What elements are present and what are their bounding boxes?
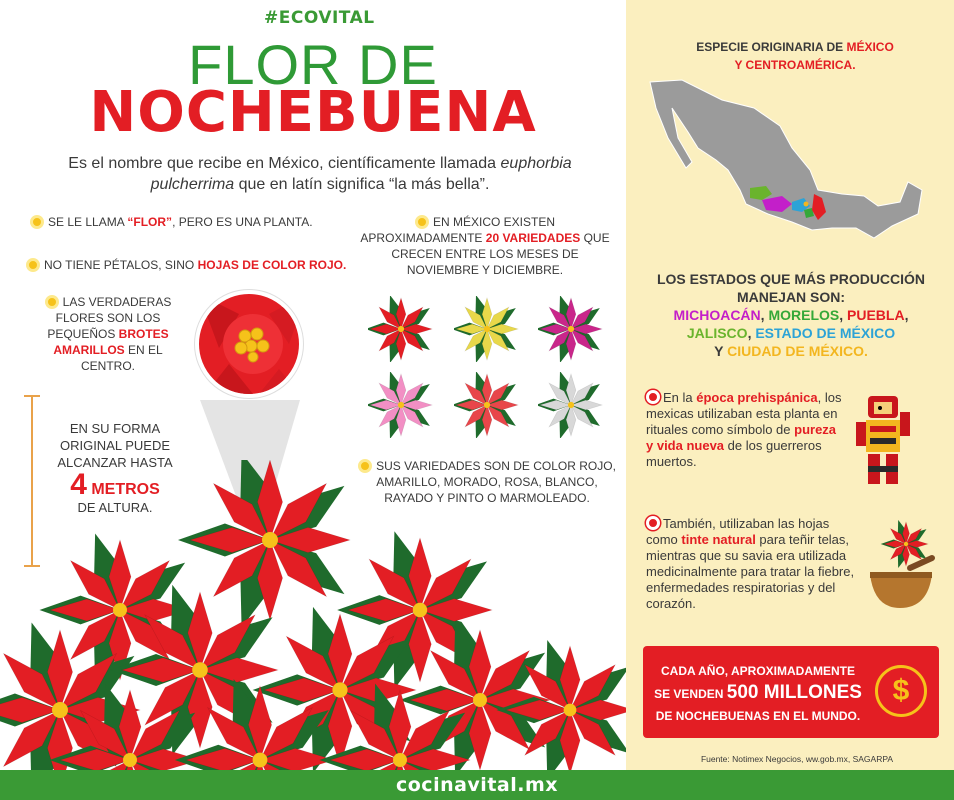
- bullet-icon: [415, 215, 429, 229]
- height-suffix: DE ALTURA.: [77, 500, 153, 515]
- fact-variedades: EN MÉXICO EXISTEN APROXIMADAMENTE 20 VARIEDADES QUE CRECEN ENTRE LOS MESES DE NOVIEMBRE Y DICIEMBRE.: [360, 215, 610, 277]
- footer-site[interactable]: cocinavital.mx: [395, 774, 559, 796]
- bullet-icon: [646, 516, 660, 530]
- aztec-warrior-illustration: [850, 392, 916, 488]
- variety-pink-flower: [368, 372, 434, 438]
- footer-bar: [0, 770, 954, 800]
- bullet-icon: [45, 295, 59, 309]
- variety-yellow-flower: [454, 296, 520, 362]
- variety-red-flower: [368, 296, 434, 362]
- bullet-icon: [26, 258, 40, 272]
- variety-purple-flower: [538, 296, 604, 362]
- mexico-map: [642, 78, 932, 258]
- state-cdmx: CIUDAD DE MÉXICO.: [727, 343, 868, 359]
- state-morelos: MORELOS: [768, 307, 840, 323]
- variety-white-flower: [538, 372, 604, 438]
- producing-states: LOS ESTADOS QUE MÁS PRODUCCIÓN MANEJAN SON: MICHOACÁN, MORELOS, PUEBLA, JALISCO, ESTADO DE MÉXICO Y CIUDAD DE MÉXICO.: [656, 271, 926, 359]
- origin-text: ESPECIE ORIGINARIA DE MÉXICO Y CENTROAMÉRICA.: [696, 40, 894, 72]
- fact-flor: SE LE LLAMA “FLOR”, PERO ES UNA PLANTA.: [30, 214, 350, 230]
- hashtag: #ECOVITAL: [264, 8, 375, 28]
- bullet-icon: [30, 215, 44, 229]
- bullet-icon: [646, 390, 660, 404]
- poinsettia-bush-illustration: [0, 460, 626, 770]
- fact-brotes: LAS VERDADERAS FLORES SON LOS PEQUEÑOS BROTES AMARILLOS EN EL CENTRO.: [34, 294, 182, 374]
- tinte-text: También, utilizaban las hojas como tinte natural para teñir telas, mientras que su savia era utilizada medicinalmente para tratar la fiebre, enfermedades respiratorias y del corazón.: [646, 516, 855, 611]
- title-line-1: FLOR DE: [188, 33, 438, 96]
- prehispanic-text: En la época prehispánica, los mexicas utilizaban esta planta en rituales como símbolo de pureza y vida nueva de los guerreros muertos.: [646, 390, 842, 469]
- state-michoacan: MICHOACÁN: [673, 307, 761, 323]
- state-puebla: PUEBLA: [847, 307, 905, 323]
- mortar-pestle-illustration: [866, 520, 938, 612]
- height-value: 4 METROS: [70, 468, 160, 501]
- intro-text: Es el nombre que recibe en México, científicamente llamada euphorbia pulcherrima que en latín significa “la más bella”.: [68, 155, 572, 193]
- state-edomex: ESTADO DE MÉXICO: [755, 325, 896, 341]
- source-citation: Fuente: Notimex Negocios, ww.gob.mx, SAGARPA: [700, 754, 894, 764]
- variety-marbled-flower: [454, 372, 520, 438]
- title-line-2: NOCHEBUENA: [89, 80, 537, 145]
- fact-petalos: NO TIENE PÉTALOS, SINO HOJAS DE COLOR ROJO.: [26, 257, 366, 273]
- scientific-name: euphorbia pulcherrima: [150, 155, 572, 193]
- fact-colores: SUS VARIEDADES SON DE COLOR ROJO, AMARILLO, MORADO, ROSA, BLANCO, RAYADO Y PINTO O MARMOLEADO.: [356, 458, 618, 506]
- dollar-coin-icon: $: [875, 665, 927, 717]
- state-jalisco: JALISCO: [686, 325, 748, 341]
- height-text: EN SU FORMA ORIGINAL PUEDE ALCANZAR HASTA: [57, 421, 173, 470]
- sales-box: CADA AÑO, APROXIMADAMENTE SE VENDEN 500 MILLONES DE NOCHEBUENAS EN EL MUNDO. $: [643, 646, 939, 738]
